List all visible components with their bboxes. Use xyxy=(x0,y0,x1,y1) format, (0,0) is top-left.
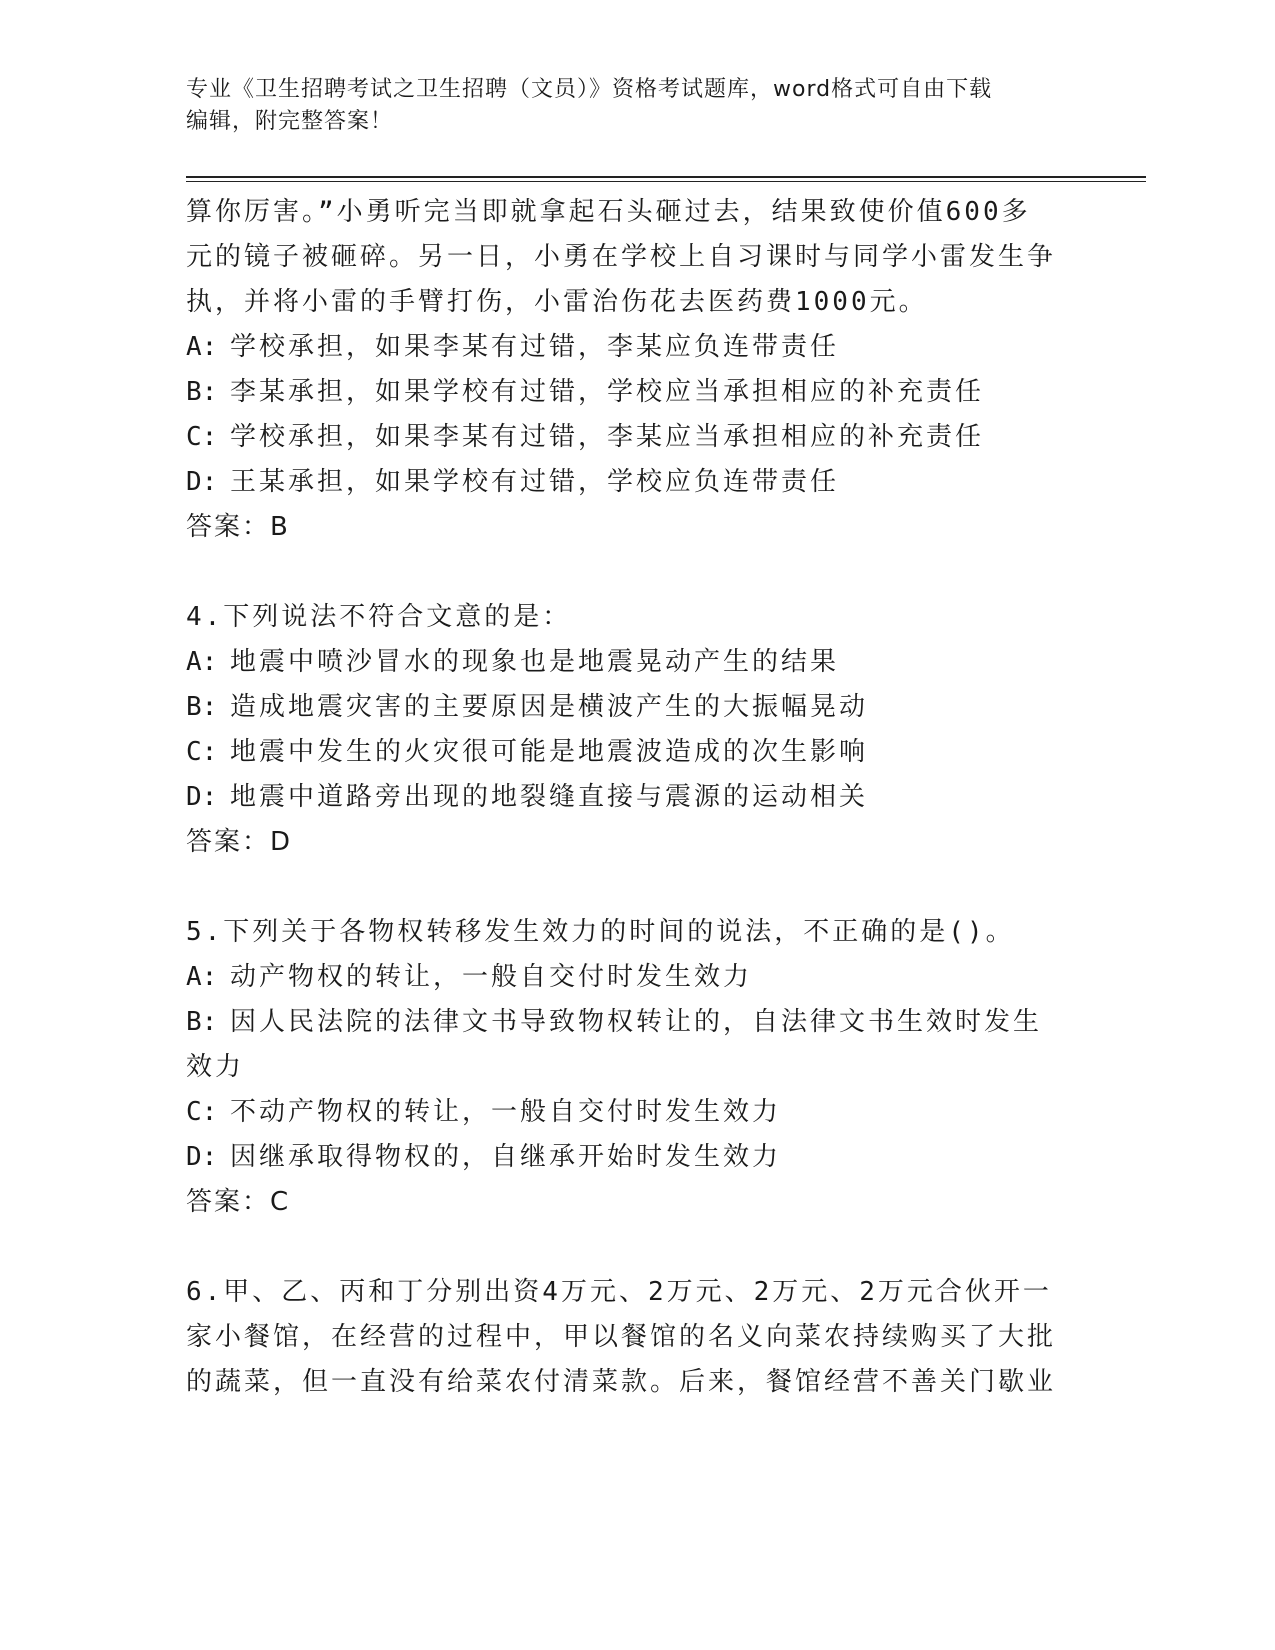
option-label: B: xyxy=(186,692,218,722)
question-4 xyxy=(186,595,1066,865)
spacer xyxy=(186,865,1066,910)
answer-line: 答案：C xyxy=(186,1187,291,1217)
spacer xyxy=(186,550,1066,595)
question-content xyxy=(186,190,1066,1405)
question-3 xyxy=(186,190,1066,550)
option-d xyxy=(186,775,1066,820)
question-stem: 的蔬菜，但一直没有给菜农付清菜款。后来，餐馆经营不善关门歇业 xyxy=(186,1367,1057,1397)
option-b xyxy=(186,685,1066,730)
question-stem: 家小餐馆，在经营的过程中，甲以餐馆的名义向菜农持续购买了大批 xyxy=(186,1322,1057,1352)
option-label: D: xyxy=(186,467,218,497)
spacer xyxy=(186,1225,1066,1270)
option-label: A: xyxy=(186,962,218,992)
option-c xyxy=(186,730,1066,775)
question-text-line: 元的镜子被砸碎。另一日，小勇在学校上自习课时与同学小雷发生争 xyxy=(186,242,1057,272)
question-stem: 4.下列说法不符合文意的是： xyxy=(186,602,572,632)
option-label: B: xyxy=(186,1007,218,1037)
option-text: 因人民法院的法律文书导致物权转让的，自法律文书生效时发生效力 xyxy=(186,1007,1043,1082)
option-a xyxy=(186,640,1066,685)
option-label: C: xyxy=(186,422,218,452)
header-rule-thick xyxy=(186,176,1146,178)
option-label: C: xyxy=(186,737,218,767)
option-label: A: xyxy=(186,647,218,677)
page-header xyxy=(186,74,1066,138)
option-c xyxy=(186,1090,1066,1135)
option-c xyxy=(186,415,1066,460)
question-stem: 6.甲、乙、丙和丁分别出资4万元、2万元、2万元、2万元合伙开一 xyxy=(186,1277,1052,1307)
option-text: 王某承担，如果学校有过错，学校应负连带责任 xyxy=(230,467,840,497)
option-text: 因继承取得物权的，自继承开始时发生效力 xyxy=(230,1142,782,1172)
option-b xyxy=(186,1000,1066,1090)
option-text: 地震中发生的火灾很可能是地震波造成的次生影响 xyxy=(230,737,869,767)
option-text: 李某承担，如果学校有过错，学校应当承担相应的补充责任 xyxy=(230,377,985,407)
option-d xyxy=(186,460,1066,505)
option-text: 学校承担，如果李某有过错，李某应负连带责任 xyxy=(230,332,840,362)
question-6 xyxy=(186,1270,1066,1405)
answer-line: 答案：B xyxy=(186,512,290,542)
option-text: 造成地震灾害的主要原因是横波产生的大振幅晃动 xyxy=(230,692,869,722)
option-d xyxy=(186,1135,1066,1180)
option-text: 动产物权的转让，一般自交付时发生效力 xyxy=(230,962,753,992)
header-line-1: 专业《卫生招聘考试之卫生招聘（文员）》资格考试题库，word格式可自由下载 xyxy=(186,77,993,102)
header-rule-thin xyxy=(186,181,1146,182)
option-label: C: xyxy=(186,1097,218,1127)
option-text: 地震中道路旁出现的地裂缝直接与震源的运动相关 xyxy=(230,782,869,812)
question-text-line: 执，并将小雷的手臂打伤，小雷治伤花去医药费1000元。 xyxy=(186,287,928,317)
option-label: D: xyxy=(186,782,218,812)
option-label: A: xyxy=(186,332,218,362)
option-text: 地震中喷沙冒水的现象也是地震晃动产生的结果 xyxy=(230,647,840,677)
answer-line: 答案：D xyxy=(186,827,293,857)
option-text: 学校承担，如果李某有过错，李某应当承担相应的补充责任 xyxy=(230,422,985,452)
header-line-2: 编辑，附完整答案！ xyxy=(186,109,394,134)
option-label: B: xyxy=(186,377,218,407)
option-b xyxy=(186,370,1066,415)
question-5 xyxy=(186,910,1066,1225)
question-stem: 5.下列关于各物权转移发生效力的时间的说法，不正确的是()。 xyxy=(186,917,1015,947)
option-a xyxy=(186,955,1066,1000)
option-label: D: xyxy=(186,1142,218,1172)
option-text: 不动产物权的转让，一般自交付时发生效力 xyxy=(230,1097,782,1127)
option-a xyxy=(186,325,1066,370)
question-text-line: 算你厉害。”小勇听完当即就拿起石头砸过去，结果致使价值600多 xyxy=(186,197,1031,227)
